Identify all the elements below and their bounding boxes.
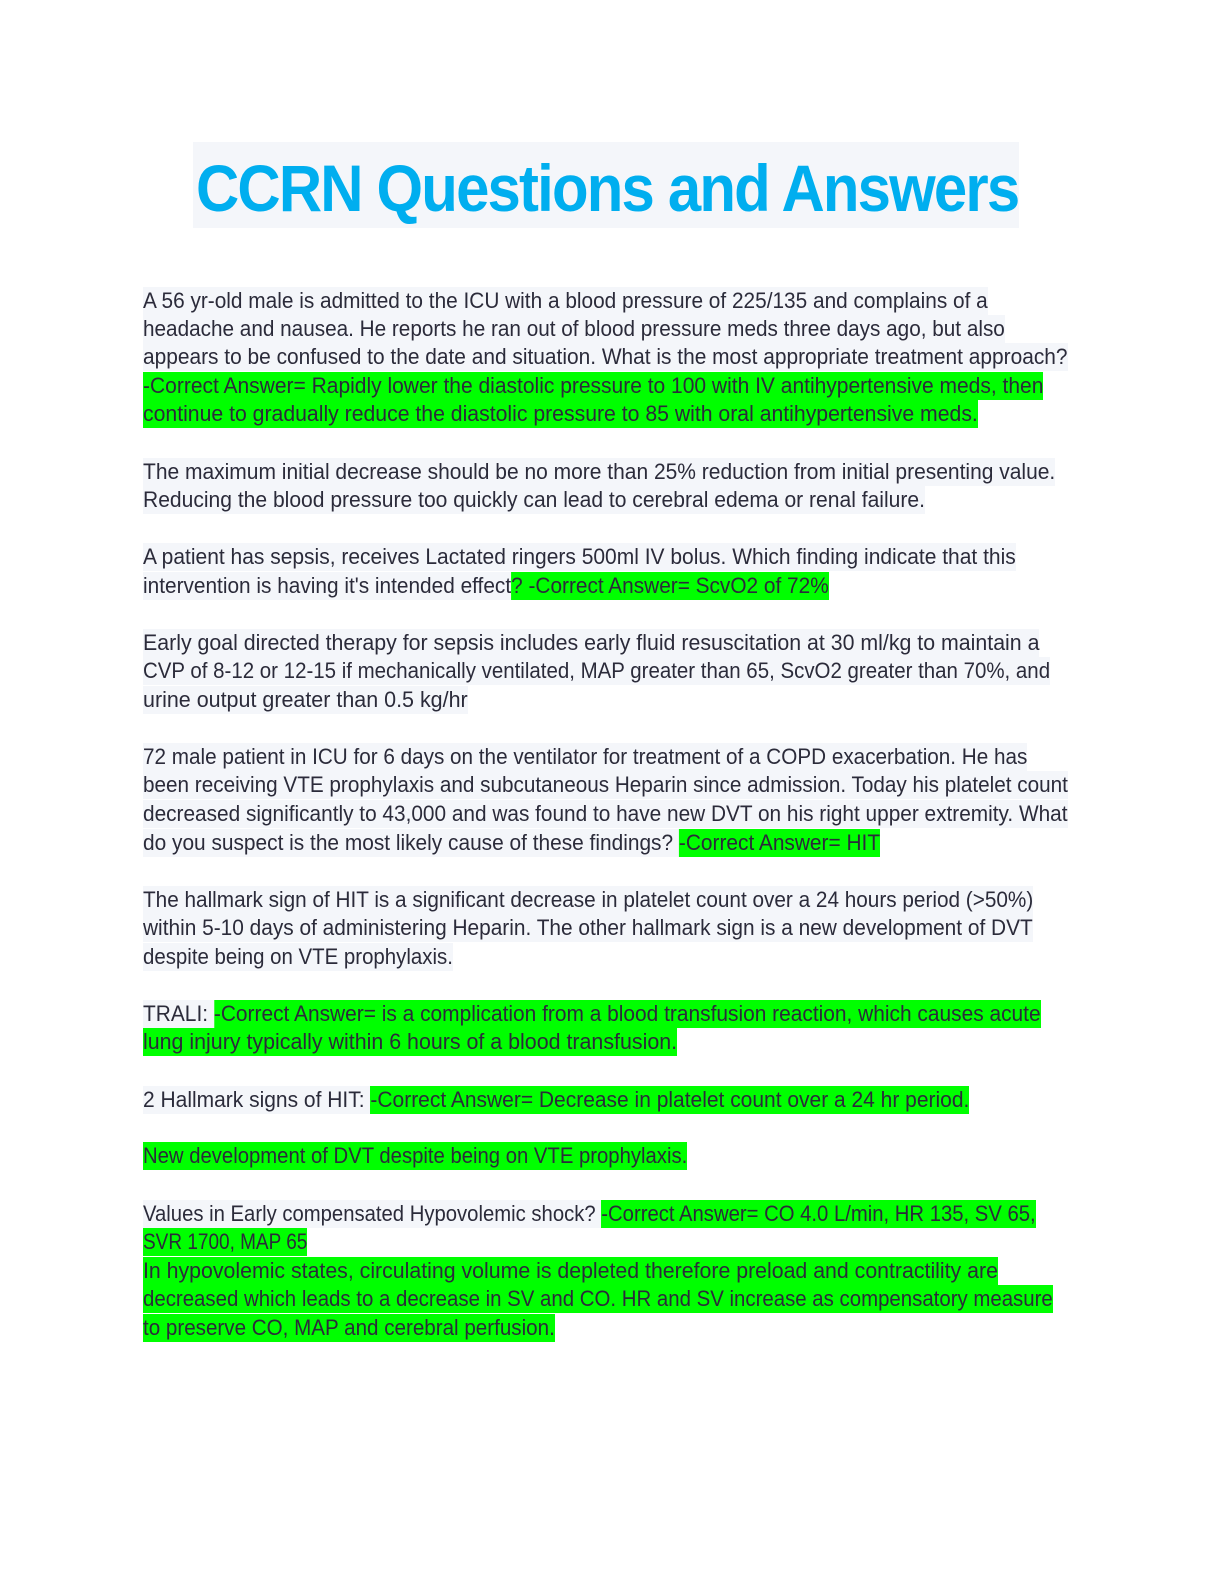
text-line [143, 287, 988, 315]
question-text: TRALI: [143, 1001, 214, 1026]
text-line [143, 315, 1005, 343]
text-line [143, 1086, 969, 1114]
question-text: intervention is having it's intended effect [143, 573, 512, 598]
question-text: The hallmark sign of HIT is a significant decrease in platelet count over a 24 hours period (>50%) [143, 887, 1034, 912]
question-text: despite being on VTE prophylaxis. [143, 944, 453, 969]
text-line [143, 657, 1050, 685]
text-line [143, 543, 1016, 571]
text-line [143, 771, 1068, 799]
question-text: 2 Hallmark signs of HIT: [143, 1087, 371, 1112]
text-line [143, 914, 1033, 942]
correct-answer-text: -Correct Answer= Decrease in platelet count over a 24 hr period. [370, 1087, 970, 1112]
question-text: Reducing the blood pressure too quickly can lead to cerebral edema or renal failure. [143, 487, 925, 512]
text-line [143, 829, 880, 857]
text-line [143, 629, 1039, 657]
question-text: decreased significantly to 43,000 and was found to have new DVT on his right upper extremity. What [143, 801, 1068, 826]
question-text: been receiving VTE prophylaxis and subcutaneous Heparin since admission. Today his platelet count [143, 772, 1068, 797]
page-title: CCRN Questions and Answers [196, 151, 1019, 225]
text-line [143, 800, 1068, 828]
text-line [143, 1228, 307, 1256]
question-text: do you suspect is the most likely cause of these findings? [143, 830, 679, 855]
text-line [143, 1314, 555, 1342]
question-text: 72 male patient in ICU for 6 days on the ventilator for treatment of a COPD exacerbation. He has [143, 744, 1028, 769]
question-text: The maximum initial decrease should be no more than 25% reduction from initial presenting value. [143, 459, 1056, 484]
text-line [143, 686, 468, 714]
correct-answer-text: ? -Correct Answer= ScvO2 of 72% [511, 573, 829, 598]
question-text: urine output greater than 0.5 kg/hr [143, 687, 468, 712]
text-line [143, 1200, 1036, 1228]
text-line [143, 343, 1068, 371]
question-text: headache and nausea. He reports he ran out of blood pressure meds three days ago, but also [143, 316, 1005, 341]
text-line [143, 1000, 1041, 1028]
text-line [143, 572, 829, 600]
text-line [143, 1257, 998, 1285]
text-line [143, 886, 1033, 914]
correct-answer-text: -Correct Answer= Rapidly lower the diastolic pressure to 100 with IV antihypertensive meds, then [143, 373, 1044, 398]
text-line [143, 458, 1055, 486]
question-text: CVP of 8-12 or 12-15 if mechanically ventilated, MAP greater than 65, ScvO2 greater than 70%, and [143, 658, 1051, 683]
text-line [143, 372, 1043, 400]
question-text: Values in Early compensated Hypovolemic shock? [143, 1201, 602, 1226]
correct-answer-text: SVR 1700, MAP 65 [143, 1229, 308, 1254]
correct-answer-text: continue to gradually reduce the diastolic pressure to 85 with oral antihypertensive meds. [143, 401, 978, 426]
correct-answer-text: New development of DVT despite being on VTE prophylaxis. [143, 1143, 688, 1168]
correct-answer-text: lung injury typically within 6 hours of a blood transfusion. [143, 1029, 678, 1054]
correct-answer-text: In hypovolemic states, circulating volume is depleted therefore preload and contractility are [143, 1258, 998, 1283]
text-line [143, 1285, 1053, 1313]
text-line [143, 400, 978, 428]
correct-answer-text: -Correct Answer= HIT [678, 830, 881, 855]
question-text: appears to be confused to the date and situation. What is the most appropriate treatment approach? [143, 344, 1068, 369]
question-text: A patient has sepsis, receives Lactated ringers 500ml IV bolus. Which finding indicate that this [143, 544, 1016, 569]
question-text: Early goal directed therapy for sepsis includes early fluid resuscitation at 30 ml/kg to maintain a [143, 630, 1040, 655]
text-line [143, 1142, 687, 1170]
correct-answer-text: -Correct Answer= is a complication from a blood transfusion reaction, which causes acute [213, 1001, 1041, 1026]
text-line [143, 486, 925, 514]
question-text: within 5-10 days of administering Heparin. The other hallmark sign is a new development of DVT [143, 915, 1033, 940]
text-line [143, 943, 453, 971]
text-line [143, 1028, 677, 1056]
correct-answer-text: -Correct Answer= CO 4.0 L/min, HR 135, SV 65, [601, 1201, 1036, 1226]
correct-answer-text: decreased which leads to a decrease in SV and CO. HR and SV increase as compensatory measure [143, 1286, 1053, 1311]
question-text: A 56 yr-old male is admitted to the ICU with a blood pressure of 225/135 and complains of a [143, 288, 988, 313]
correct-answer-text: to preserve CO, MAP and cerebral perfusion. [143, 1315, 555, 1340]
text-line [143, 743, 1027, 771]
